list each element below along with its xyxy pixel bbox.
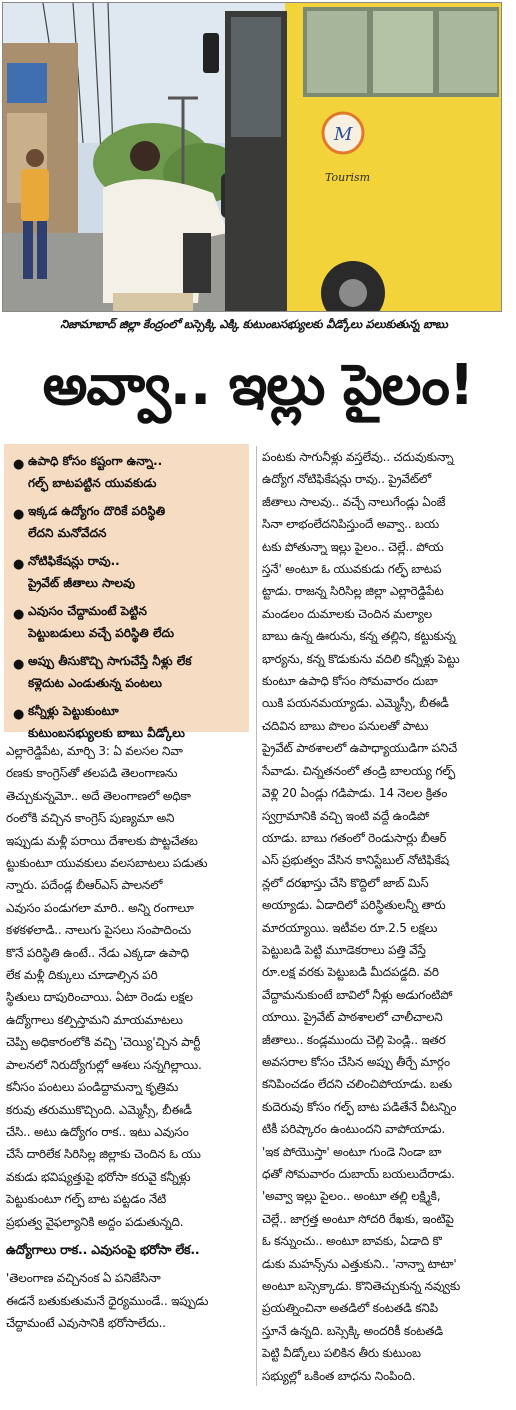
- text-line: జీతాలు సాలవు.. వచ్చే నాలుగేండ్లు ఏంజే: [262, 494, 446, 509]
- text-line: వేద్దామనుకుంటే బావిలో నీళ్లు అడుగంటిపో: [262, 987, 453, 1002]
- highlight-item: [12, 600, 243, 644]
- highlight-line: కుటుంబసభ్యులకు బాబు వీడ్కోలు: [28, 726, 185, 740]
- highlight-line: గల్ఫ్‌ బాటపట్టిన యువకుడు: [28, 476, 157, 490]
- text-line: ఇప్పుడు మళ్లీ పరాయి దేశాలకు పొట్టచేతబ: [6, 833, 198, 848]
- text-line: అయ్యాడు. ఏడాదిలో పరిస్థితులన్నీ తారు: [262, 898, 446, 913]
- text-line: సినా లాభంలేదనిపిస్తుందే అవ్వా.. బయ: [262, 517, 439, 532]
- text-line: యాయి. ప్రైవేట్‌ పాఠశాలలో చాలీచాలని: [262, 1010, 443, 1025]
- article-subheading: ఉద్యోగాలు రాక.. ఎవుసంపై భరోసా లేక..: [6, 1241, 200, 1257]
- text-line: చేద్దామంటే ఎవుసానికి భరోసాలేదు..: [6, 1316, 166, 1331]
- text-line: అంటూ బస్సెక్కాడు. కొనితెచ్చుకున్న నవ్వుకు: [262, 1279, 461, 1294]
- text-line: ప్రయత్నించినా అతడిలో కంటతడి కనిపి: [262, 1301, 438, 1316]
- text-line: ప్రైవేట్‌ పాఠశాలలో ఉపాధ్యాయుడిగా పనిచే: [262, 741, 458, 756]
- text-line: టకు పోతున్నా ఇల్లు పైలం.. చెల్లే.. పోయ: [262, 539, 444, 554]
- text-line: కుంటూ ఉపాధి కోసం సోమవారం దుబా: [262, 674, 438, 689]
- text-line: వెళ్లి 20 ఏండ్లు గడిపాడు. 14 నెలల క్రితం: [262, 786, 448, 801]
- text-line: ఈడనే బతుకుతుమనే ధైర్యముండే.. ఇప్పుడు: [6, 1293, 209, 1308]
- text-line: ఉద్యోగ నోటిఫికేషన్లు రావు.. ప్రైవేట్‌లో: [262, 472, 432, 487]
- text-line: పంటకు సాగునీళ్లు వస్తలేవు.. చదువుకున్నా: [262, 450, 454, 464]
- text-line: యాడు. బాబు గతంలో రెండుసార్లు బీఆర్‌: [262, 830, 447, 845]
- text-line: ట్టాడు. రాజన్న సిరిసిల్ల జిల్లా ఎల్లారెడ్డిపేట: [262, 584, 444, 599]
- highlight-line: ఉపాధి కోసం కష్టంగా ఉన్నా..: [28, 454, 163, 468]
- highlight-line: పెట్టుబడులు వచ్చే పరిస్థితి లేదు: [28, 626, 175, 640]
- article-paragraph-1: [6, 740, 252, 1233]
- highlight-item: [12, 550, 243, 594]
- text-line: కళకళలాడి.. నాలుగు పైసలు సంపాదించు: [6, 923, 191, 938]
- text-line: జీతాలు.. కండ్లముందు చెల్లి పెండ్లి.. ఇతర: [262, 1032, 446, 1047]
- text-line: ట్టుకుంటూ యువకులు వలసబాటలు పడుతు: [6, 856, 208, 871]
- text-line: ప్రభుత్వ వైఫల్యానికి అద్దం పడుతున్నది.: [6, 1214, 184, 1229]
- text-line: మారయ్యాయి. ఇటీవల రూ.2.5 లక్షలు: [262, 920, 438, 935]
- text-line: ఎల్లారెడ్డిపేట, మార్చి 3: ఏ వలసల నివా: [6, 744, 183, 758]
- highlight-item: [12, 500, 243, 544]
- text-line: చెల్లే.. జాగ్రత్త అంటూ సోదరి రేఖకు, ఇంటిపై: [262, 1211, 454, 1226]
- text-line: ఓ కన్నుంచు.. అంటూ బావకు, ఏడాది కొ: [262, 1234, 442, 1249]
- text-line: అవసరాల కోసం చేసిన అప్పు తీర్చే మార్గం: [262, 1054, 450, 1069]
- highlight-item: [12, 650, 243, 694]
- text-line: ఉద్యోగాలు కల్పిస్తామని మాయమాటలు: [6, 1012, 183, 1027]
- text-line: కరువు తరుముకొచ్చింది. ఎమ్మెస్సీ, బీఈడీ: [6, 1102, 192, 1117]
- bullet-icon: ●: [13, 607, 25, 622]
- photo-illustration: [3, 3, 501, 311]
- text-line: కుదెరువు కోసం గల్ఫ్‌ బాట పడితేనే వీటన్నిం: [262, 1099, 457, 1114]
- text-line: స్తనే' అంటూ ఓ యువకుడు గల్ఫ్‌ బాటప: [262, 562, 442, 577]
- text-line: కనిపించడం లేదని చలించిపోయాడు. బతు: [262, 1077, 452, 1092]
- text-line: రూ.లక్ష వరకు పెట్టుబడి మీదపడ్డది. వరి: [262, 965, 439, 980]
- highlight-line: కళ్లెదుట ఎండుతున్న పంటలు: [28, 676, 162, 690]
- news-photo: [2, 2, 502, 312]
- text-line: వకుడు భవిష్యత్తుపై భరోసా కరువై కన్నీళ్లు: [6, 1169, 191, 1184]
- highlight-item: [12, 450, 243, 494]
- text-line: రణకు కాంగ్రెస్‌తో తలపడి తెలంగాణను: [6, 766, 178, 781]
- highlight-line: అప్పు తీసుకొచ్చి సాగుచేస్తే నీళ్లు లేక: [28, 654, 192, 668]
- highlight-line: నోటిఫికేషన్లు రావు..: [28, 554, 120, 568]
- bullet-icon: ●: [13, 657, 25, 672]
- text-line: యికి పయనమయ్యాడు. ఎమ్మెస్సీ, బీఈడీ: [262, 696, 449, 711]
- text-line: పాలనలో నిరుద్యోగుల్లో ఆశలు సన్నగిల్లాయి.: [6, 1057, 202, 1072]
- text-line: చేసే దారిలేక సిరిసిల్ల జిల్లాకు చెందిన ఓ యు: [6, 1147, 201, 1162]
- text-line: పెట్టుబడి పెట్టి మూడెకరాలు పత్తి వేస్తే: [262, 942, 426, 957]
- highlights-box: [4, 444, 249, 740]
- article-paragraph-2: [6, 1267, 252, 1334]
- text-line: న్నారు. పదేండ్ల బీఆర్‌ఎస్‌ పాలనలో: [6, 878, 163, 893]
- bullet-icon: ●: [13, 707, 25, 722]
- text-line: మండలం దుమాలకు చెందిన మల్యాల: [262, 606, 432, 621]
- text-line: కనీసం పంటలు పండిద్దామన్నా కృత్రిమ: [6, 1080, 179, 1095]
- highlight-item: [12, 700, 243, 744]
- text-line: చేసి.. అటు ఉద్యోగం రాక.. ఇటు ఎవుసం: [6, 1124, 189, 1139]
- text-line: లేక మళ్లీ దిక్కులు చూడాల్సిన పరి: [6, 968, 158, 983]
- text-line: 'ఇక పోయొస్తా' అంటూ గుండె నిండా బా: [262, 1144, 442, 1159]
- bus-logo-text: Tourism: [325, 171, 371, 184]
- text-line: ధతో సోమవారం దుబాయ్‌ బయలుదేరాడు.: [262, 1167, 455, 1181]
- text-line: పెట్టి వీడ్కోలు పలికిన తీరు కుటుంబ: [262, 1346, 421, 1361]
- text-line: స్థితులు దాపురించాయి. ఏటా రెండు లక్షల: [6, 990, 193, 1005]
- text-line: కొనే పరిస్థితి ఉంటే.. నేడు ఎక్కడా ఉపాధి: [6, 945, 189, 960]
- highlight-line: ఎవుసం చేద్దామంటే పెట్టిన: [28, 604, 147, 618]
- highlight-line: ప్రైవేట్‌ జీతాలు సాలవు: [28, 576, 135, 590]
- headline: అవ్వా.. ఇల్లు పైలం!: [42, 353, 474, 418]
- text-line: ఎస్‌ ప్రభుత్వం వేసిన కానిస్టేబుల్‌ నోటిఫికేష: [262, 853, 450, 868]
- highlight-line: లేదని మనోవేదన: [28, 526, 107, 540]
- text-line: టికీ పరిష్కారం ఉంటుందని వాపోయాడు.: [262, 1122, 445, 1137]
- text-line: సభ్యుల్లో ఒకింత బాధను నింపింది.: [262, 1368, 416, 1383]
- text-line: డుకు మహన్స్‌ను ఎత్తుకుని.. 'నాన్నా టాటా': [262, 1256, 457, 1271]
- text-line: బాబు ఉన్న ఊరును, కన్న తల్లిని, కట్టుకున్న: [262, 629, 456, 644]
- photo-caption: నిజామాబాద్‌ జిల్లా కేంద్రంలో బస్సెక్కి ఎక్కి కుటుంబసభ్యులకు వీడ్కోలు పలుకుతున్న బాబు: [60, 317, 448, 331]
- text-line: భార్యను, కన్న కొడుకును వదిలి కన్నీళ్లు పెట్టు: [262, 651, 460, 666]
- text-line: తెచ్చుకున్నమో.. అదే తెలంగాణలో అధికా: [6, 788, 191, 803]
- text-line: సేవాడు. చిన్నతనంలో తండ్రి బాలయ్య గల్ఫ్‌: [262, 763, 456, 778]
- text-line: రంలోకి వచ్చిన కాంగ్రెస్‌ పుణ్యమా అని: [6, 811, 175, 826]
- bullet-icon: ●: [13, 457, 25, 472]
- svg-text:M: M: [334, 124, 353, 145]
- text-line: 'తెలంగాణ వచ్చినంక ఏ పనిజేసినా: [6, 1271, 161, 1286]
- text-line: 'అవ్వా ఇల్లు పైలం.. అంటూ తల్లి లక్ష్మికి,: [262, 1189, 441, 1204]
- highlight-line: కన్నీళ్లు పెట్టుకుంటూ: [28, 704, 119, 718]
- text-line: పెట్టుకుంటూ గల్ఫ్‌ బాట పట్టడం నేటి: [6, 1192, 167, 1207]
- highlight-line: ఇక్కడ ఉద్యోగం దొరికే పరిస్థితి: [28, 504, 166, 518]
- text-line: చెప్పి అధికారంలోకి వచ్చి 'చెయ్యి'చ్చిన పార్టీ: [6, 1035, 201, 1050]
- column-divider: [256, 446, 257, 1386]
- article-left-column: [6, 740, 252, 1335]
- bullet-icon: ●: [13, 507, 25, 522]
- text-line: స్వగ్రామానికి వచ్చి ఇంటి వద్దే ఉండిపో: [262, 808, 429, 823]
- bullet-icon: ●: [13, 557, 25, 572]
- text-line: స్తూనే ఉన్నది. బస్సెక్కి అందరికీ కంటతడి: [262, 1323, 443, 1338]
- text-line: ఎవుసం పండుగలా మారి.. అన్ని రంగాలూ: [6, 900, 194, 915]
- article-right-column: [262, 446, 512, 1387]
- text-line: న్లలో దరఖాస్తు చేసి కొద్దిలో జాబ్‌ మిస్‌: [262, 875, 429, 890]
- text-line: చదివిన బాబు పొలం పనులతో పాటు: [262, 718, 429, 733]
